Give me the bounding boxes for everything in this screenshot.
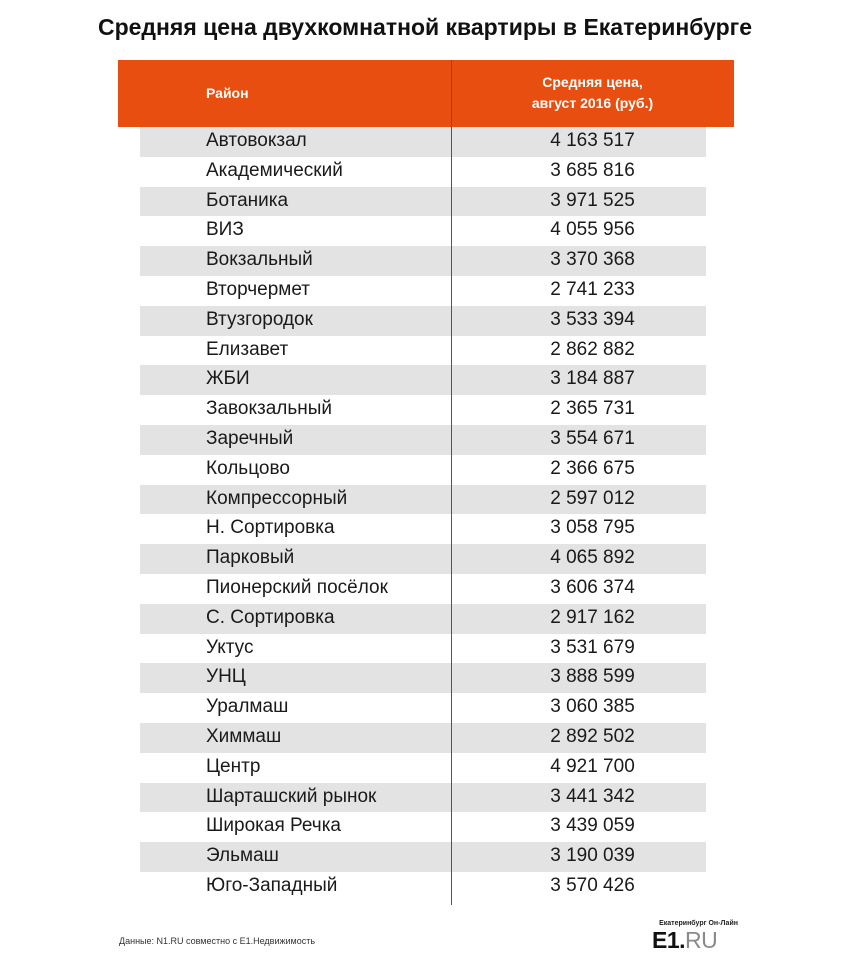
district-name: Химмаш xyxy=(206,725,282,747)
table-row xyxy=(140,276,706,306)
district-name: Автовокзал xyxy=(206,130,307,151)
district-name: ВИЗ xyxy=(206,219,244,241)
page-title: Средняя цена двухкомнатной квартиры в Екатеринбурге xyxy=(97,14,753,40)
district-name: Шарташский рынок xyxy=(206,785,377,807)
header-price-line2: август 2016 (руб.) xyxy=(531,95,654,111)
district-price: 2 862 882 xyxy=(550,338,635,360)
logo-mark xyxy=(652,927,717,954)
district-price: 4 163 517 xyxy=(550,130,635,151)
district-name: Уктус xyxy=(206,636,254,658)
table-row xyxy=(140,187,706,217)
district-name: Эльмаш xyxy=(206,845,279,867)
district-name: Уралмаш xyxy=(206,696,289,718)
district-price: 3 531 679 xyxy=(550,636,635,658)
district-price: 3 533 394 xyxy=(550,308,635,330)
district-price: 3 971 525 xyxy=(550,189,635,211)
table-row xyxy=(140,336,706,366)
logo-e1: E1. xyxy=(652,927,686,953)
district-name: Компрессорный xyxy=(206,487,348,509)
table-row xyxy=(140,425,706,455)
district-price: 3 441 342 xyxy=(550,785,635,807)
district-price: 3 370 368 xyxy=(550,249,635,271)
table-row xyxy=(140,753,706,783)
table-row xyxy=(140,395,706,425)
district-name: Ботаника xyxy=(206,189,289,211)
header-price-line1: Средняя цена, xyxy=(542,74,643,90)
district-price: 2 366 675 xyxy=(550,457,635,479)
district-name: Пионерский посёлок xyxy=(206,576,388,598)
table-row xyxy=(140,604,706,634)
table-row xyxy=(140,663,706,693)
district-price: 2 917 162 xyxy=(550,606,635,628)
table-row xyxy=(140,127,706,157)
district-price: 3 888 599 xyxy=(550,666,635,688)
district-name: Елизавет xyxy=(206,338,289,360)
district-price: 2 365 731 xyxy=(550,398,635,420)
header-district: Район xyxy=(206,85,249,101)
table-header xyxy=(118,60,734,127)
table-row xyxy=(140,157,706,187)
district-price: 4 921 700 xyxy=(550,755,635,777)
district-name: Вокзальный xyxy=(206,249,313,271)
district-name: Академический xyxy=(206,159,343,181)
column-divider xyxy=(451,127,452,905)
district-name: Центр xyxy=(206,755,261,777)
district-price: 2 597 012 xyxy=(550,487,635,509)
district-name: Кольцово xyxy=(206,457,290,479)
logo-tagline: Екатеринбург Он-Лайн xyxy=(659,920,738,927)
district-price: 3 570 426 xyxy=(550,874,635,896)
table-row xyxy=(140,216,706,246)
district-price: 3 606 374 xyxy=(550,576,635,598)
table-row xyxy=(140,365,706,395)
header-price xyxy=(451,72,734,114)
table-row xyxy=(140,514,706,544)
district-price: 3 058 795 xyxy=(550,517,635,539)
table-row xyxy=(140,246,706,276)
table-row xyxy=(140,634,706,664)
table-row xyxy=(140,485,706,515)
table-row xyxy=(140,723,706,753)
district-name: Втузгородок xyxy=(206,308,313,330)
price-table-body xyxy=(140,127,706,902)
district-price: 3 184 887 xyxy=(550,368,635,390)
district-name: УНЦ xyxy=(206,666,246,688)
district-name: Широкая Речка xyxy=(206,815,341,837)
district-name: С. Сортировка xyxy=(206,606,335,628)
district-name: Парковый xyxy=(206,547,295,569)
e1-logo xyxy=(652,920,738,952)
district-price: 3 554 671 xyxy=(550,427,635,449)
table-row xyxy=(140,544,706,574)
table-row xyxy=(140,306,706,336)
district-price: 4 065 892 xyxy=(550,547,635,569)
district-name: Заречный xyxy=(206,427,294,449)
district-name: Завокзальный xyxy=(206,398,333,420)
table-row xyxy=(140,872,706,902)
source-note: Данные: N1.RU совместно с E1.Недвижимость xyxy=(119,936,316,946)
district-price: 4 055 956 xyxy=(550,219,635,241)
district-price: 3 439 059 xyxy=(550,815,635,837)
district-name: ЖБИ xyxy=(206,368,250,390)
district-price: 3 685 816 xyxy=(550,159,635,181)
table-row xyxy=(140,455,706,485)
district-price: 3 190 039 xyxy=(550,845,635,867)
table-row xyxy=(140,812,706,842)
district-price: 3 060 385 xyxy=(550,696,635,718)
table-row xyxy=(140,574,706,604)
logo-ru: RU xyxy=(685,927,718,953)
district-name: Н. Сортировка xyxy=(206,517,335,539)
district-name: Юго-Западный xyxy=(206,874,338,896)
district-name: Вторчермет xyxy=(206,278,310,300)
district-price: 2 892 502 xyxy=(550,725,635,747)
district-price: 2 741 233 xyxy=(550,278,635,300)
table-row xyxy=(140,842,706,872)
table-row xyxy=(140,783,706,813)
table-row xyxy=(140,693,706,723)
